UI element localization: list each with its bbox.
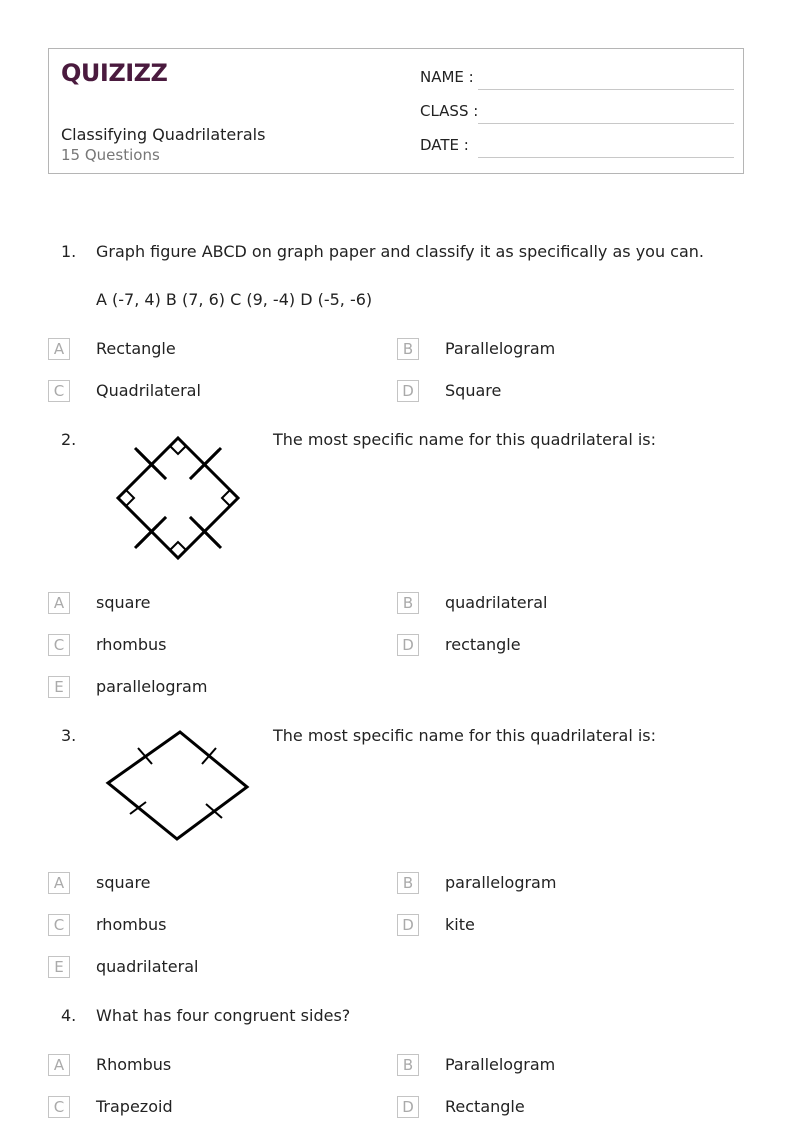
name-field[interactable]: [420, 68, 740, 90]
option-c-text: Quadrilateral: [96, 381, 201, 400]
option-d-box[interactable]: D: [397, 914, 419, 936]
question-text: The most specific name for this quadrilateral is:: [273, 430, 657, 449]
worksheet-title: Classifying Quadrilaterals: [61, 125, 266, 144]
option-d-box[interactable]: D: [397, 634, 419, 656]
question-coordinates: A (-7, 4) B (7, 6) C (9, -4) D (-5, -6): [96, 290, 373, 309]
option-e-text: quadrilateral: [96, 957, 199, 976]
question-count: 15 Questions: [61, 146, 160, 164]
date-line[interactable]: [478, 157, 734, 158]
option-c-text: Trapezoid: [96, 1097, 173, 1116]
option-a-text: square: [96, 593, 151, 612]
option-c-text: rhombus: [96, 915, 167, 934]
option-c-box[interactable]: C: [48, 380, 70, 402]
option-a-box[interactable]: A: [48, 1054, 70, 1076]
question-number: 3.: [61, 726, 77, 745]
date-field[interactable]: [420, 136, 740, 158]
option-e-box[interactable]: E: [48, 676, 70, 698]
rhombus-figure: [100, 724, 260, 848]
quizizz-logo: QUIZIZZ: [61, 59, 168, 87]
question-number: 1.: [61, 242, 77, 261]
class-label: CLASS :: [420, 102, 479, 120]
option-e-box[interactable]: E: [48, 956, 70, 978]
option-e-text: parallelogram: [96, 677, 208, 696]
name-line[interactable]: [478, 89, 734, 90]
question-number: 4.: [61, 1006, 77, 1025]
option-c-text: rhombus: [96, 635, 167, 654]
option-b-box[interactable]: B: [397, 338, 419, 360]
option-c-box[interactable]: C: [48, 634, 70, 656]
option-c-box[interactable]: C: [48, 1096, 70, 1118]
option-d-text: rectangle: [445, 635, 521, 654]
worksheet-header: [48, 48, 744, 174]
name-label: NAME :: [420, 68, 474, 86]
option-a-text: Rectangle: [96, 339, 176, 358]
option-a-text: square: [96, 873, 151, 892]
option-b-box[interactable]: B: [397, 872, 419, 894]
date-label: DATE :: [420, 136, 469, 154]
option-a-text: Rhombus: [96, 1055, 172, 1074]
square-figure: [110, 428, 250, 568]
question-text: What has four congruent sides?: [96, 1006, 351, 1025]
option-b-box[interactable]: B: [397, 1054, 419, 1076]
option-b-text: quadrilateral: [445, 593, 548, 612]
option-b-box[interactable]: B: [397, 592, 419, 614]
option-a-box[interactable]: A: [48, 872, 70, 894]
question-text: The most specific name for this quadrilateral is:: [273, 726, 657, 745]
question-text: Graph figure ABCD on graph paper and classify it as specifically as you can.: [96, 242, 705, 261]
option-b-text: Parallelogram: [445, 339, 556, 358]
option-d-box[interactable]: D: [397, 1096, 419, 1118]
class-field[interactable]: [420, 102, 740, 124]
option-a-box[interactable]: A: [48, 338, 70, 360]
option-a-box[interactable]: A: [48, 592, 70, 614]
option-b-text: Parallelogram: [445, 1055, 556, 1074]
option-b-text: parallelogram: [445, 873, 557, 892]
option-d-box[interactable]: D: [397, 380, 419, 402]
class-line[interactable]: [478, 123, 734, 124]
question-number: 2.: [61, 430, 77, 449]
option-d-text: kite: [445, 915, 475, 934]
option-d-text: Square: [445, 381, 502, 400]
option-d-text: Rectangle: [445, 1097, 525, 1116]
option-c-box[interactable]: C: [48, 914, 70, 936]
